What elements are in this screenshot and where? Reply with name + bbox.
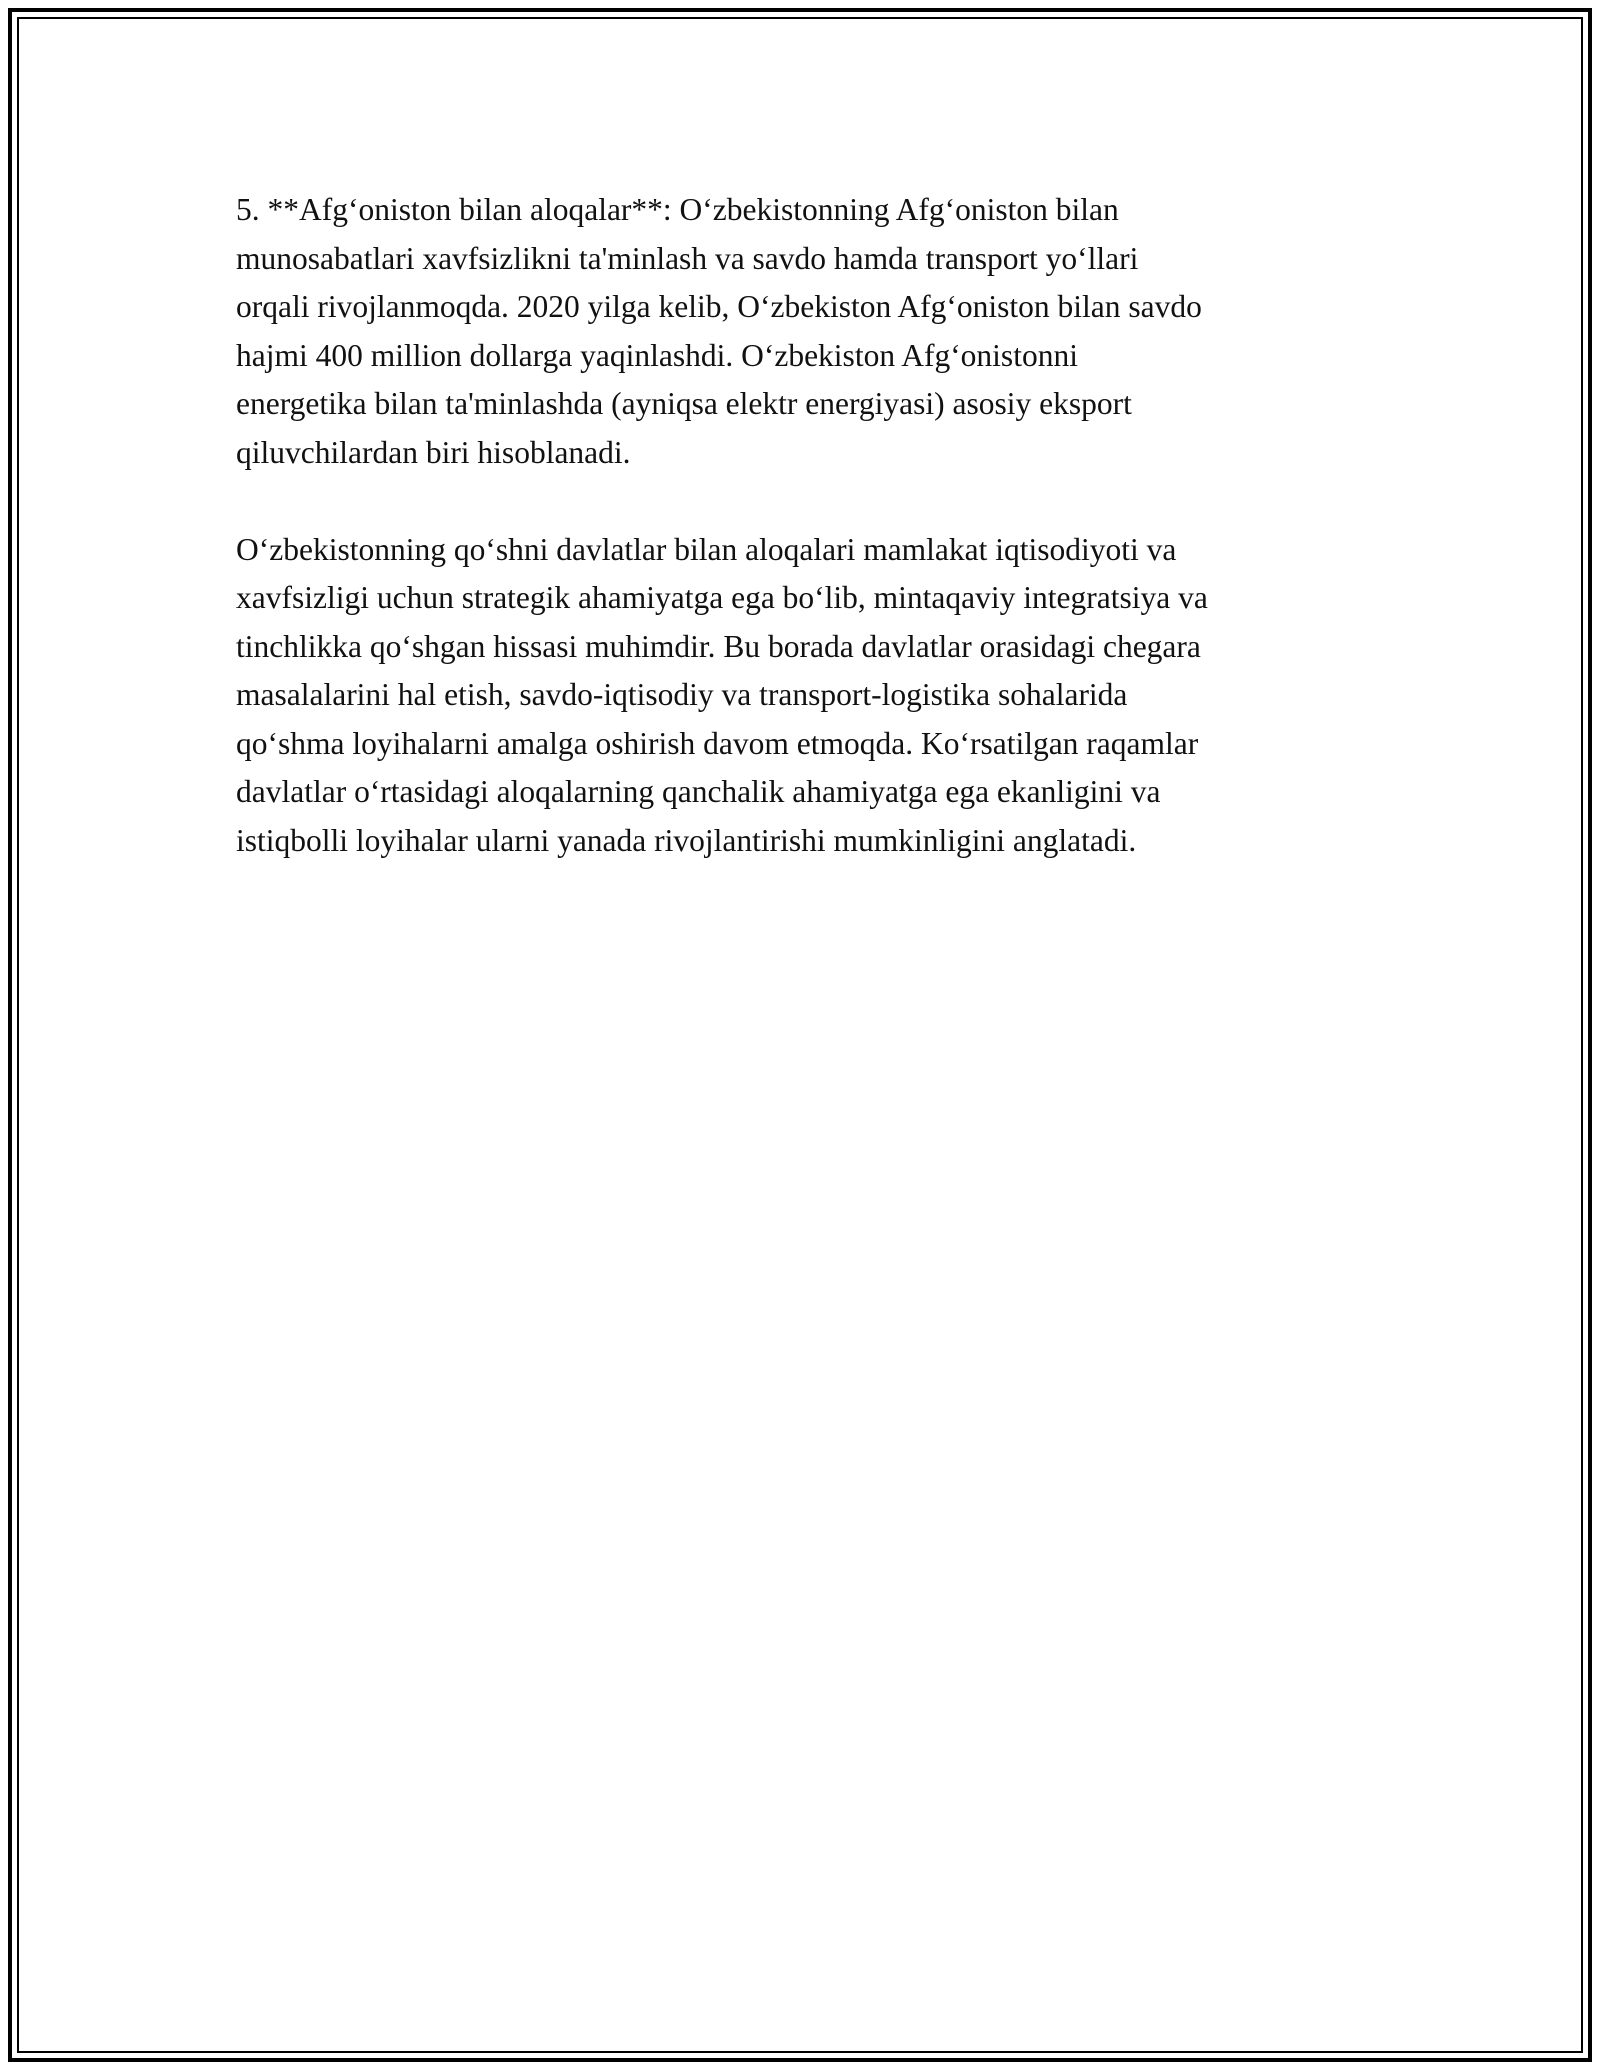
text-line: qo‘shma loyihalarni amalga oshirish davom etmoqda. Ko‘rsatilgan raqamlar (236, 725, 1199, 761)
text-line: munosabatlari xavfsizlikni ta'minlash va savdo hamda transport yo‘llari (236, 240, 1139, 276)
text-line: xavfsizligi uchun strategik ahamiyatga ega bo‘lib, mintaqaviy integratsiya va (236, 580, 1208, 615)
paragraph-afghanistan-relations (236, 186, 1386, 477)
document-body (236, 186, 1386, 865)
paragraph-conclusion (236, 526, 1386, 866)
text-line: O‘zbekistonning qo‘shni davlatlar bilan aloqalari mamlakat iqtisodiyoti va (236, 531, 1177, 567)
text-line: davlatlar o‘rtasidagi aloqalarning qanchalik ahamiyatga ega ekanligini va (236, 774, 1161, 809)
text-line: 5. **Afg‘oniston bilan aloqalar**: O‘zbekistonning Afg‘oniston bilan (236, 192, 1119, 227)
text-line: masalalarini hal etish, savdo-iqtisodiy va transport-logistika sohalarida (236, 677, 1128, 712)
text-line: hajmi 400 million dollarga yaqinlashdi. O‘zbekiston Afg‘onistonni (236, 337, 1078, 373)
text-line: energetika bilan ta'minlashda (ayniqsa elektr energiyasi) asosiy eksport (236, 386, 1132, 421)
text-line: istiqbolli loyihalar ularni yanada rivojlantirishi mumkinligini anglatadi. (236, 822, 1137, 858)
text-line: tinchlikka qo‘shgan hissasi muhimdir. Bu borada davlatlar orasidagi chegara (236, 628, 1201, 664)
text-line: qiluvchilardan biri hisoblanadi. (236, 434, 631, 470)
text-line: orqali rivojlanmoqda. 2020 yilga kelib, O‘zbekiston Afg‘oniston bilan savdo (236, 289, 1202, 324)
